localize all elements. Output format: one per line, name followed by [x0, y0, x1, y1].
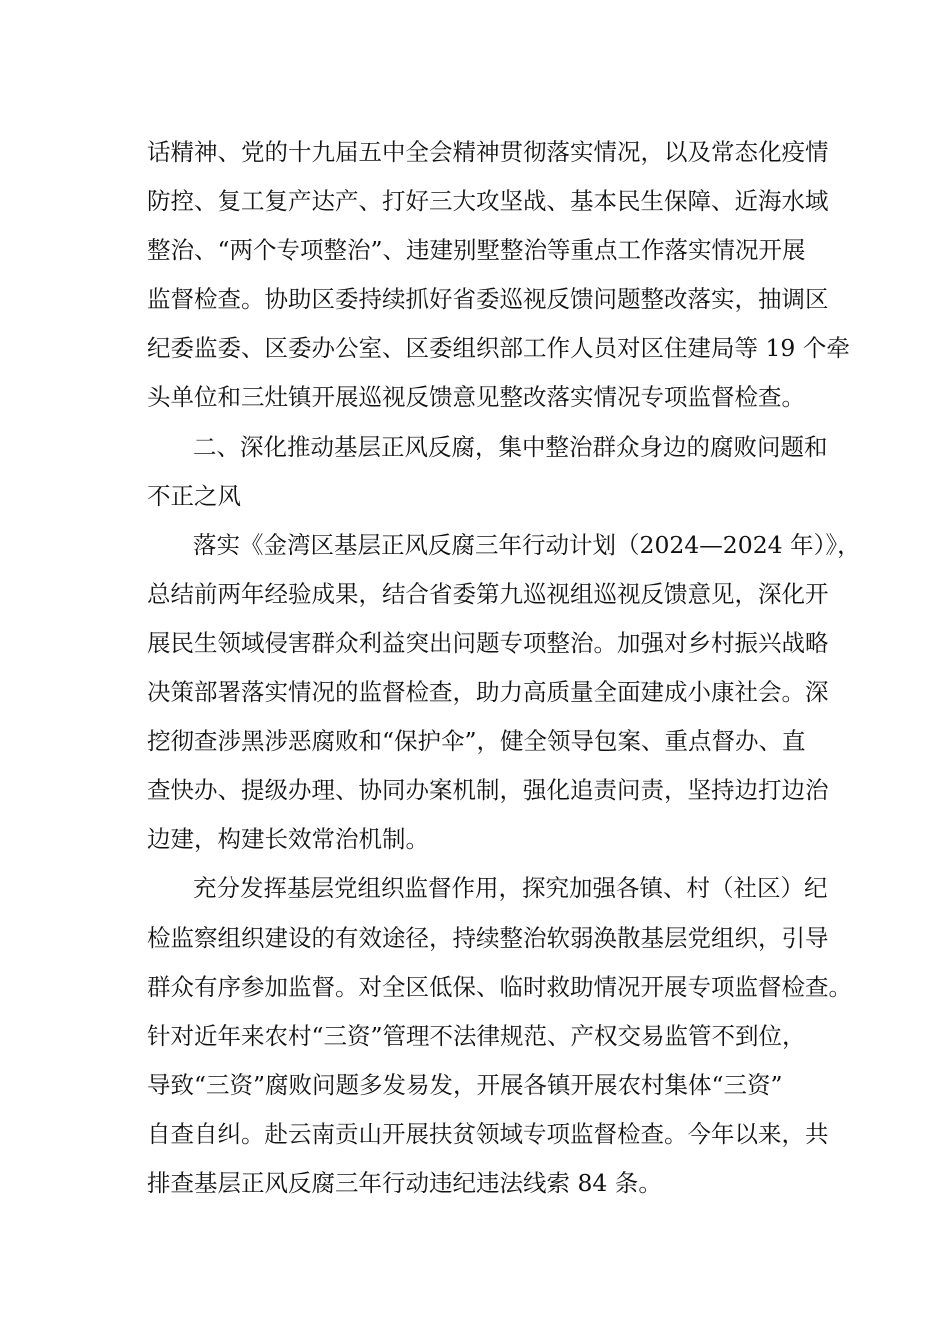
text-line: 排查基层正风反腐三年行动违纪违法线索 84 条。	[147, 1168, 662, 1197]
text-line: 群众有序参加监督。对全区低保、临时救助情况开展专项监督检查。	[147, 972, 852, 1001]
section-heading-line: 二、深化推动基层正风反腐，集中整治群众身边的腐败问题和	[193, 432, 828, 461]
text-line: 总结前两年经验成果，结合省委第九巡视组巡视反馈意见，深化开	[147, 579, 829, 608]
text-line: 导致“三资”腐败问题多发易发，开展各镇开展农村集体“三资”	[147, 1070, 783, 1099]
document-body	[147, 128, 861, 1208]
text-line: 查快办、提级办理、协同办案机制，强化追责问责，坚持边打边治	[147, 776, 829, 805]
text-line: 防控、复工复产达产、打好三大攻坚战、基本民生保障、近海水域	[147, 187, 829, 216]
text-line: 话精神、党的十九届五中全会精神贯彻落实情况，以及常态化疫情	[147, 138, 829, 166]
text-line: 决策部署落实情况的监督检查，助力高质量全面建成小康社会。深	[147, 678, 829, 707]
text-line: 挖彻查涉黑涉恶腐败和“保护伞”，健全领导包案、重点督办、直	[147, 727, 806, 756]
text-line: 整治、“两个专项整治”、违建别墅整治等重点工作落实情况开展	[147, 236, 806, 265]
text-line: 自查自纠。赴云南贡山开展扶贫领域专项监督检查。今年以来，共	[147, 1119, 829, 1148]
section-heading-line: 不正之风	[147, 481, 241, 510]
text-line: 充分发挥基层党组织监督作用，探究加强各镇、村（社区）纪	[193, 874, 828, 903]
text-line: 监督检查。协助区委持续抓好省委巡视反馈问题整改落实，抽调区	[147, 285, 829, 314]
text-line: 检监察组织建设的有效途径，持续整治软弱涣散基层党组织，引导	[147, 923, 829, 952]
text-line: 边建，构建长效常治机制。	[147, 825, 429, 854]
text-line: 落实《金湾区基层正风反腐三年行动计划（2024—2024 年）》，	[193, 530, 861, 559]
text-line: 纪委监委、区委办公室、区委组织部工作人员对区住建局等 19 个牵	[147, 334, 850, 363]
text-line: 针对近年来农村“三资”管理不法律规范、产权交易监管不到位，	[147, 1021, 806, 1050]
text-line: 展民生领域侵害群众利益突出问题专项整治。加强对乡村振兴战略	[147, 628, 829, 657]
text-line: 头单位和三灶镇开展巡视反馈意见整改落实情况专项监督检查。	[147, 383, 805, 412]
